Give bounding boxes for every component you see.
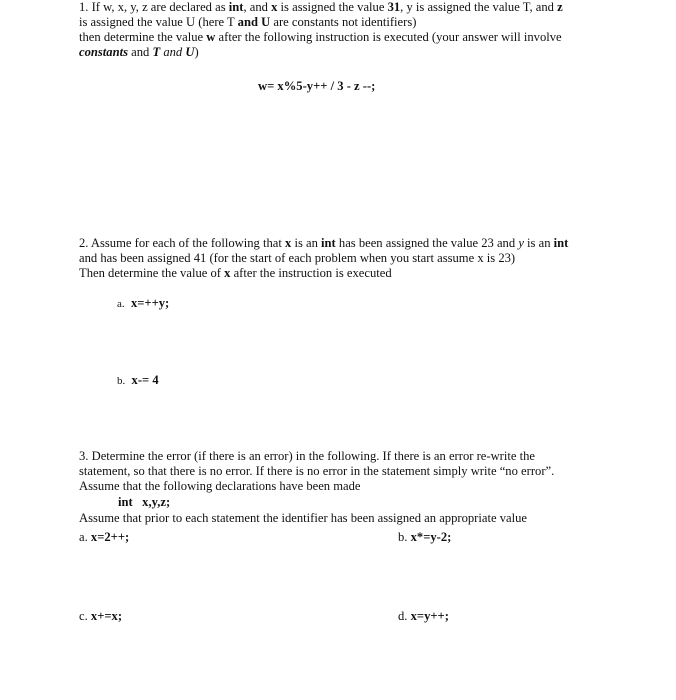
constant-t: T [152,45,161,59]
word-constants: constants [79,45,128,59]
variable-x: x [271,0,278,14]
q1-text: and [128,45,153,59]
variable-z: z [557,0,563,14]
q3-d-label: d. [398,609,408,623]
q1-text: is assigned the value U (here T [79,15,238,29]
q2-part-a [117,296,169,312]
q2-text: has been assigned the value 23 and [335,236,519,250]
q2-line-2: and has been assigned 41 (for the start of each problem when you start assume x is 23) [79,251,516,265]
q2-b-code: x-= 4 [131,373,159,387]
q2-b-label: b. [117,375,126,387]
q1-text: are constants not identifiers) [270,15,417,29]
q3-a-code: x=2++; [90,530,130,544]
q3-part-c [79,609,122,624]
variable-y: y [518,236,524,250]
q1-text: ) [194,45,199,59]
q1-line-1 [79,0,563,15]
q3-a-label: a. [79,530,88,544]
q1-text: 1. If w, x, y, z are declared as [79,0,229,14]
q1-line-2 [79,15,416,30]
keyword-int: int [228,0,244,14]
q1-text: after the following instruction is executed (your answer will involve [215,30,562,44]
declared-vars: x,y,z; [142,495,171,509]
q1-line-4 [79,45,199,60]
q2-text: Then determine the value of [79,266,225,280]
keyword-int: int [118,495,133,509]
variable-w: w [206,30,216,44]
q1-text: and [160,45,186,59]
keyword-int: int [553,236,569,250]
keyword-int: int [321,236,336,250]
value-31: 31 [387,0,401,14]
q2-text: 2. Assume for each of the following that [79,236,286,250]
q3-line-3: Assume that the following declarations have been made [79,479,361,493]
q3-part-d [398,609,449,624]
q2-part-b [117,373,159,389]
q2-line-3 [79,266,392,281]
q3-declaration [118,495,170,510]
q3-b-code: x*=y-2; [410,530,452,544]
q2-a-label: a. [117,298,125,310]
q2-text: is an [523,236,554,250]
q3-part-a [79,530,129,545]
q1-text: , y is assigned the value T, and [400,0,558,14]
q1-text: , and [243,0,272,14]
q2-text: is an [291,236,322,250]
q3-part-b [398,530,451,545]
q2-text: after the instruction is executed [230,266,392,280]
constant-u: U [185,45,195,59]
q1-text: is assigned the value [277,0,388,14]
q3-line-4: Assume that prior to each statement the identifier has been assigned an appropriate value [79,511,527,525]
q3-line-1: 3. Determine the error (if there is an error) in the following. If there is an error re-write the [79,449,535,463]
q2-a-code: x=++y; [130,296,170,310]
q3-line-2: statement, so that there is no error. If there is no error in the statement simply write “no error”. [79,464,555,478]
variable-x: x [285,236,292,250]
q3-b-label: b. [398,530,408,544]
q1-expression: w= x%5-y++ / 3 - z --; [258,79,376,93]
q1-line-3 [79,30,562,45]
q1-text: then determine the value [79,30,207,44]
q3-d-code: x=y++; [410,609,449,623]
q3-c-label: c. [79,609,88,623]
q3-c-code: x+=x; [90,609,123,623]
word-and: and [237,15,258,29]
q2-line-1 [79,236,568,251]
variable-x: x [224,266,231,280]
constant-u: U [261,15,271,29]
